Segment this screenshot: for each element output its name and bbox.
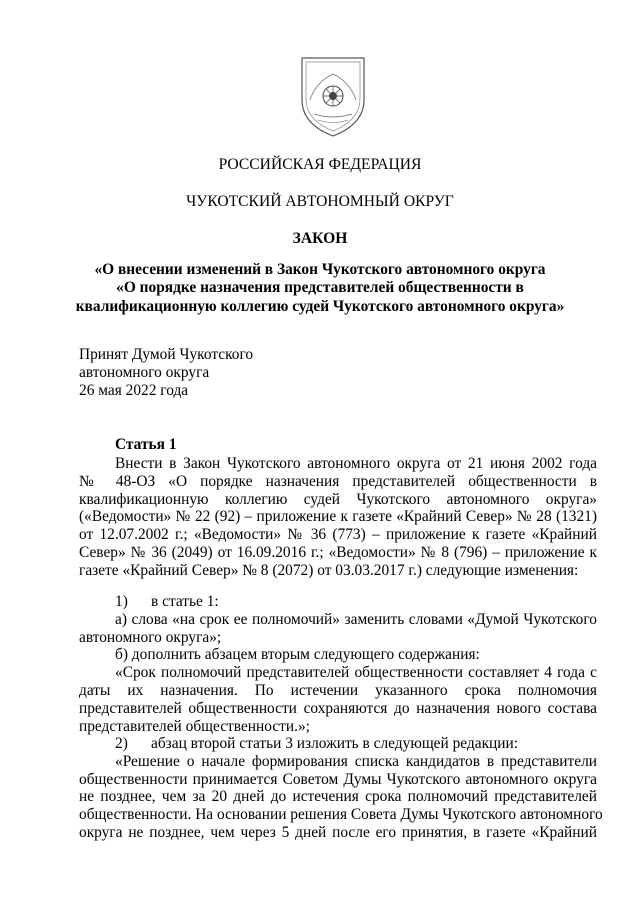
quote-line: «Решение о начале формирования списка кандидатов в представители [115,752,597,770]
law-title-line: квалификационную коллегию судей Чукотского автономного округа» [75,297,565,315]
sub-item-b: б) дополнить абзацем вторым следующего содержания: [115,646,480,664]
document-type-heading: ЗАКОН [292,230,348,247]
quote-line: округа не позднее, чем через 5 дней после его принятия, в газете «Крайний [79,823,597,841]
law-title [60,261,580,316]
item-text: в статье 1: [151,593,219,610]
quote-line: «Срок полномочий представителей общественности составляет 4 года с [115,664,597,682]
region-heading: ЧУКОТСКИЙ АВТОНОМНЫЙ ОКРУГ [186,193,454,210]
quote-line: общественности. На основании решения Совета Думы Чукотского автономного [79,806,603,824]
sub-item-a-line: а) слова «на срок ее полномочий» заменить словами «Думой Чукотского [115,610,597,628]
quote-line: представителей общественности.»; [79,717,310,735]
law-title-line: «О порядке назначения представителей общественности в [116,279,524,297]
law-title-line: «О внесении изменений в Закон Чукотского автономного округа [94,261,546,278]
quote-line: не позднее, чем за 20 дней до истечения срока полномочий представителей [79,788,597,806]
coat-of-arms-icon [296,54,370,138]
quote-line: даты их назначения. По истечении указанного срока полномочия [79,681,597,699]
paragraph-line: от 12.07.2002 г.; «Ведомости» № 36 (773) – приложение к газете «Крайний [79,526,597,544]
item-text: абзац второй статьи 3 изложить в следующей редакции: [151,735,519,752]
paragraph-line: («Ведомости» № 22 (92) – приложение к газете «Крайний Север» № 28 (1321) [79,508,597,526]
item-number: 2) [115,735,128,752]
item-heading [79,593,597,611]
article-intro-paragraph [79,455,597,580]
adoption-line: автономного округа [79,364,210,381]
amendment-item-2 [79,735,603,842]
federation-heading: РОССИЙСКАЯ ФЕДЕРАЦИЯ [218,156,422,173]
item-number: 1) [115,593,128,610]
quote-line: общественности принимается Советом Думы Чукотского автономного округа [79,770,597,788]
item-heading [79,735,597,753]
amendment-item-1 [79,593,597,735]
article-heading: Статья 1 [115,436,177,453]
paragraph-line: № 48-ОЗ «О порядке назначения представителей общественности в [79,472,597,490]
adoption-info [79,346,253,400]
quote-line: представителей общественности сохраняются до назначения нового состава [79,699,597,717]
adoption-date: 26 мая 2022 года [79,382,189,399]
paragraph-line: квалификационную коллегию судей Чукотского автономного округа» [79,490,597,508]
paragraph-line: Внести в Закон Чукотского автономного округа от 21 июня 2002 года [115,455,597,472]
paragraph-line: Север» № 36 (2049) от 16.09.2016 г.; «Ведомости» № 8 (796) – приложение к [79,543,597,561]
adoption-line: Принят Думой Чукотского [79,346,254,363]
paragraph-line: газете «Крайний Север» № 8 (2072) от 03.03.2017 г.) следующие изменения: [79,561,579,579]
sub-item-a-line: автономного округа»; [79,628,222,646]
